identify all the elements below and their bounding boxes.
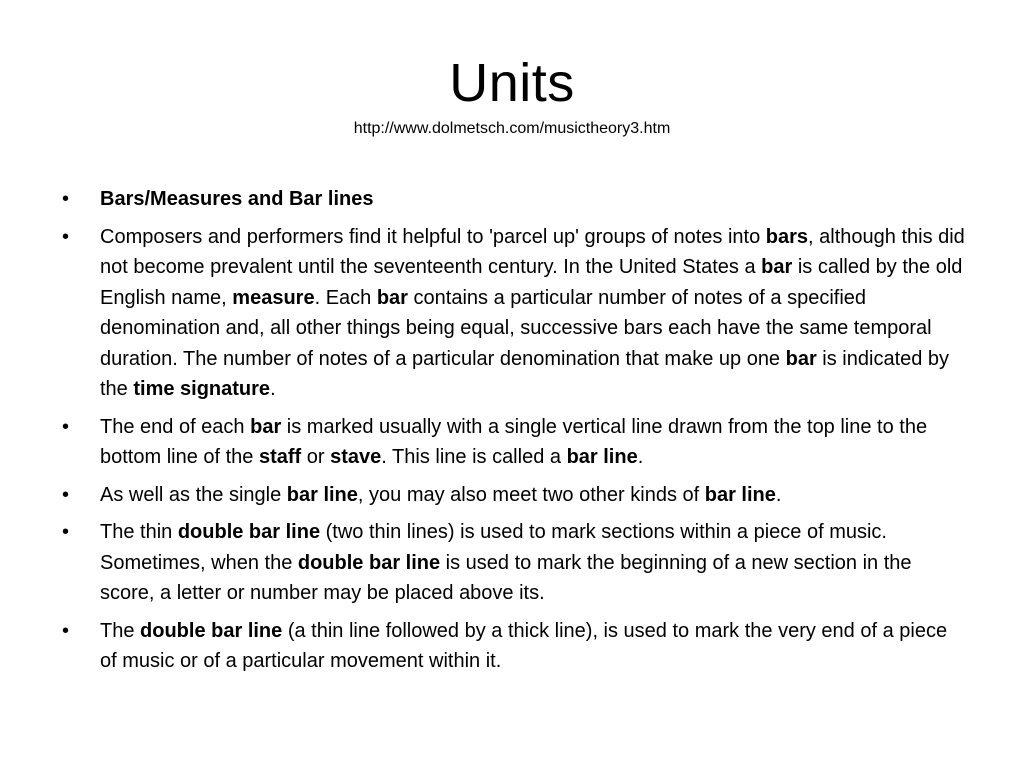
bold-term: staff	[258, 446, 302, 468]
bullet-dot-icon: •	[62, 415, 70, 438]
text-run: Composers and performers find it helpful to 'parcel up' groups of notes into	[100, 225, 766, 248]
bullet-item	[60, 412, 965, 473]
bold-term: time signature	[133, 378, 271, 400]
bold-term: bar line	[704, 483, 776, 506]
bold-term: bar	[376, 286, 408, 309]
text-run: is used to mark the beginning of a new section in the score, a letter or number may be placed above its.	[100, 551, 912, 604]
bold-term: double bar line	[140, 619, 283, 642]
text-run: .	[775, 483, 782, 506]
bold-term: double bar line	[177, 521, 321, 543]
bold-term: stave	[330, 446, 382, 468]
text-run: .	[270, 378, 276, 400]
bullet-text	[100, 484, 781, 506]
text-run: The end of each	[100, 415, 251, 438]
text-run: (two thin lines) is used to mark sections within a piece of music. Sometimes, when the	[100, 521, 887, 574]
bullet-text	[100, 416, 927, 469]
bullet-dot-icon: •	[62, 619, 70, 642]
bold-term: double bar line	[297, 551, 441, 574]
bullet-list	[60, 184, 965, 684]
text-run: The	[100, 619, 141, 642]
slide-title: Units	[449, 53, 575, 113]
bullet-item	[60, 517, 965, 609]
bold-term: bar	[761, 256, 793, 278]
bold-term: bar	[250, 415, 282, 438]
text-run: or	[301, 446, 331, 468]
bullet-dot-icon: •	[62, 483, 70, 506]
bold-term: measure	[232, 286, 315, 309]
text-run: is indicated by the	[100, 347, 950, 400]
bold-term: bar	[785, 347, 817, 370]
bullet-text	[100, 188, 373, 210]
bullet-item	[60, 222, 965, 405]
bullet-item	[60, 480, 965, 511]
bold-term: bar line	[566, 446, 638, 468]
bold-term: Bars/Measures and Bar lines	[100, 188, 374, 210]
bullet-text	[100, 226, 965, 401]
text-run: (a thin line followed by a thick line), is used to mark the very end of a piece of music or of a particular movement within it.	[100, 619, 948, 672]
text-run: . This line is called a	[381, 446, 567, 468]
bullet-item	[60, 184, 965, 215]
bullet-dot-icon: •	[62, 225, 70, 248]
text-run: The thin	[100, 521, 178, 543]
text-run: , although this did not become prevalent until the seventeenth century. In the United States a	[100, 225, 965, 278]
text-run: contains a particular number of notes of a specified denomination and, all other things being equal, successive bars each have the same temporal duration. The number of notes of a particular denomination that make up one	[100, 286, 932, 370]
text-run: is marked usually with a single vertical line drawn from the top line to the bottom line of the	[100, 415, 928, 468]
bullet-dot-icon: •	[62, 521, 70, 543]
text-run: As well as the single	[100, 483, 287, 506]
bold-term: bars	[765, 225, 809, 248]
bullet-item	[60, 616, 965, 677]
bullet-dot-icon: •	[62, 188, 70, 210]
bullet-text	[100, 620, 947, 673]
bullet-text	[100, 521, 912, 604]
text-run: , you may also meet two other kinds of	[357, 483, 705, 506]
slide-subtitle-url: http://www.dolmetsch.com/musictheory3.htm	[353, 120, 671, 137]
text-run: is called by the old English name,	[100, 256, 963, 309]
title-block	[0, 52, 1024, 140]
text-run: . Each	[314, 286, 377, 309]
bold-term: bar line	[286, 483, 358, 506]
text-run: .	[637, 446, 644, 468]
